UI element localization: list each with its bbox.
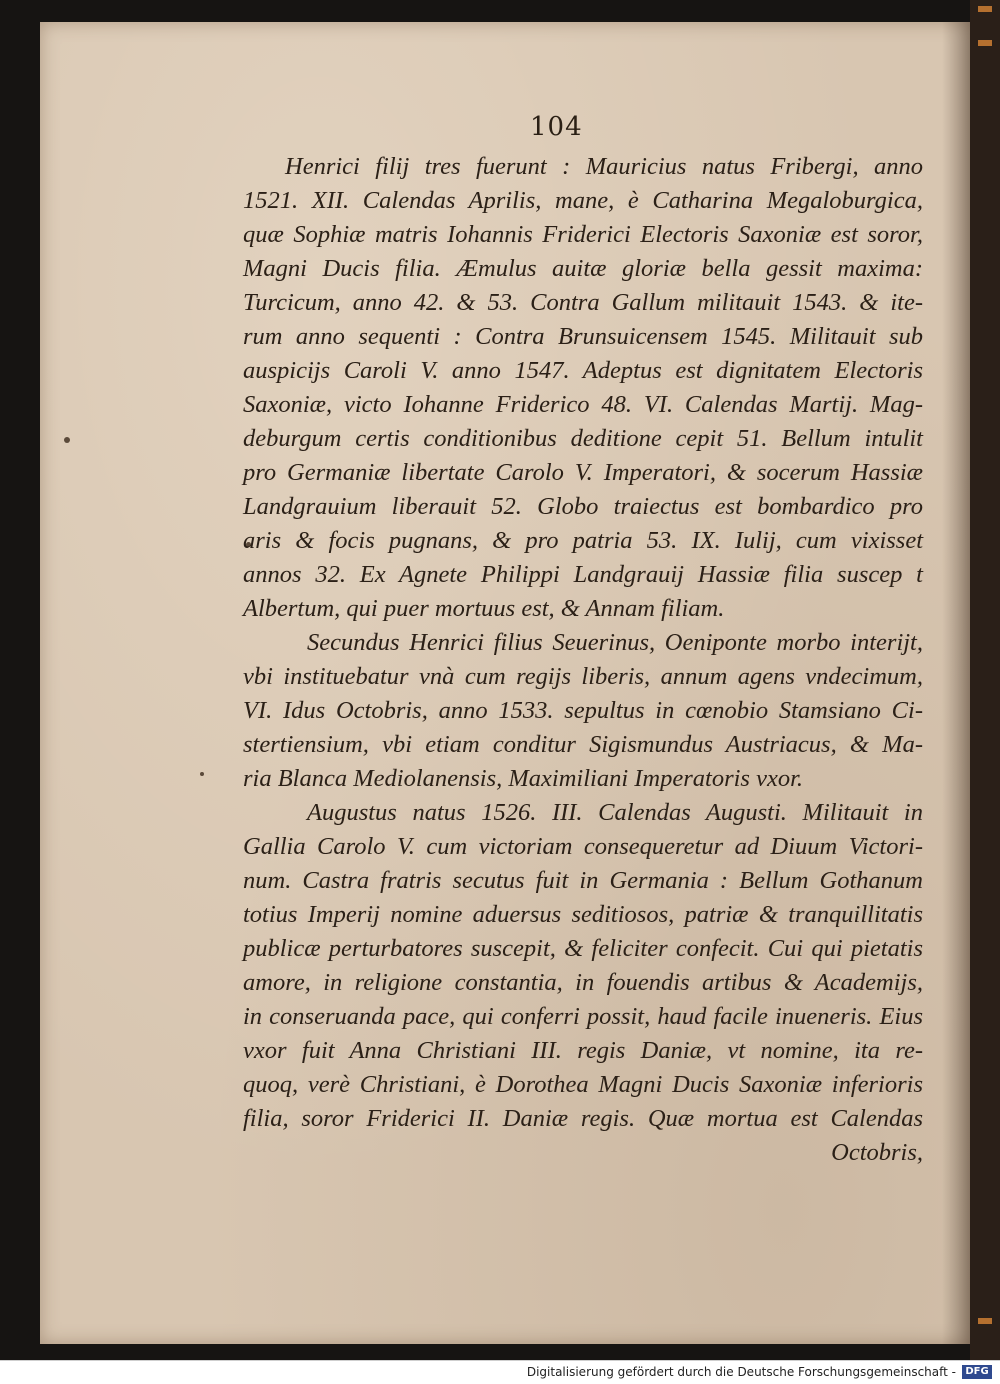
footer-credit: Digitalisierung gefördert durch die Deutsche Forschungsgemeinschaft - [526,1365,956,1379]
text-line: pro Germaniæ libertate Carolo V. Imperatori, & socerum Hassiæ [243,459,923,486]
text-line: Magni Ducis filia. Æmulus auitæ gloriæ bella gessit maxima: [243,255,923,282]
text-line: Secundus Henrici filius Seuerinus, Oeniponte morbo interijt, [307,629,923,656]
text-line: publicæ perturbatores suscepit, & feliciter confecit. Cui qui pietatis [243,935,923,962]
text-line: quoq, verè Christiani, è Dorothea Magni Ducis Saxoniæ inferioris [243,1071,923,1098]
footer-bar [0,1360,1000,1384]
text-line: num. Castra fratris secutus fuit in Germania : Bellum Gothanum [243,867,923,894]
text-line: Saxoniæ, victo Iohanne Friderico 48. VI. Calendas Martij. Mag- [243,391,923,418]
text-line: 1521. XII. Calendas Aprilis, mane, è Catharina Megaloburgica, [243,187,923,214]
text-line: Albertum, qui puer mortuus est, & Annam filiam. [243,595,725,622]
catchword: Octobris, [831,1139,923,1166]
text-line: Landgrauium liberauit 52. Globo traiectus est bombardico pro [243,493,923,520]
text-line: Henrici filij tres fuerunt : Mauricius natus Fribergi, anno [285,153,923,180]
page-shadow [942,22,970,1344]
paper-speck [64,437,70,443]
text-line: amore, in religione constantia, in fouendis artibus & Academijs, [243,969,923,996]
text-line: ria Blanca Mediolanensis, Maximiliani Imperatoris vxor. [243,765,804,792]
text-line: VI. Idus Octobris, anno 1533. sepultus in cœnobio Stamsiano Ci- [243,697,923,724]
text-line: totius Imperij nomine aduersus seditiosos, patriæ & tranquillitatis [243,901,923,928]
dfg-logo: DFG [962,1365,992,1379]
book-edge-mark [978,1318,992,1324]
text-line: aris & focis pugnans, & pro patria 53. IX. Iulij, cum vixisset [243,527,923,554]
book-edge-mark [978,6,992,12]
book-edge-strip [970,0,1000,1360]
text-line: Turcicum, anno 42. & 53. Contra Gallum militauit 1543. & ite- [243,289,923,316]
text-line: annos 32. Ex Agnete Philippi Landgrauij Hassiæ filia suscep t [243,561,923,588]
text-line: in conseruanda pace, qui conferri possit, haud facile inueneris. Eius [243,1003,923,1030]
body-text [243,150,923,1170]
text-line: quæ Sophiæ matris Iohannis Friderici Electoris Saxoniæ est soror, [243,221,923,248]
text-line: filia, soror Friderici II. Daniæ regis. Quæ mortua est Calendas [243,1105,923,1132]
text-line: Gallia Carolo V. cum victoriam consequeretur ad Diuum Victori- [243,833,923,860]
text-line: deburgum certis conditionibus deditione cepit 51. Bellum intulit [243,425,923,452]
text-line: auspicijs Caroli V. anno 1547. Adeptus est dignitatem Electoris [243,357,923,384]
text-line: Augustus natus 1526. III. Calendas Augusti. Militauit in [307,799,923,826]
text-line: vbi instituebatur vnà cum regijs liberis, annum agens vndecimum, [243,663,923,690]
text-line: rum anno sequenti : Contra Brunsuicensem 1545. Militauit sub [243,323,923,350]
page-number: 104 [530,112,583,142]
text-line: stertiensium, vbi etiam conditur Sigismundus Austriacus, & Ma- [243,731,923,758]
paper-speck [200,772,204,776]
book-edge-mark [978,40,992,46]
text-line: vxor fuit Anna Christiani III. regis Daniæ, vt nomine, ita re- [243,1037,923,1064]
